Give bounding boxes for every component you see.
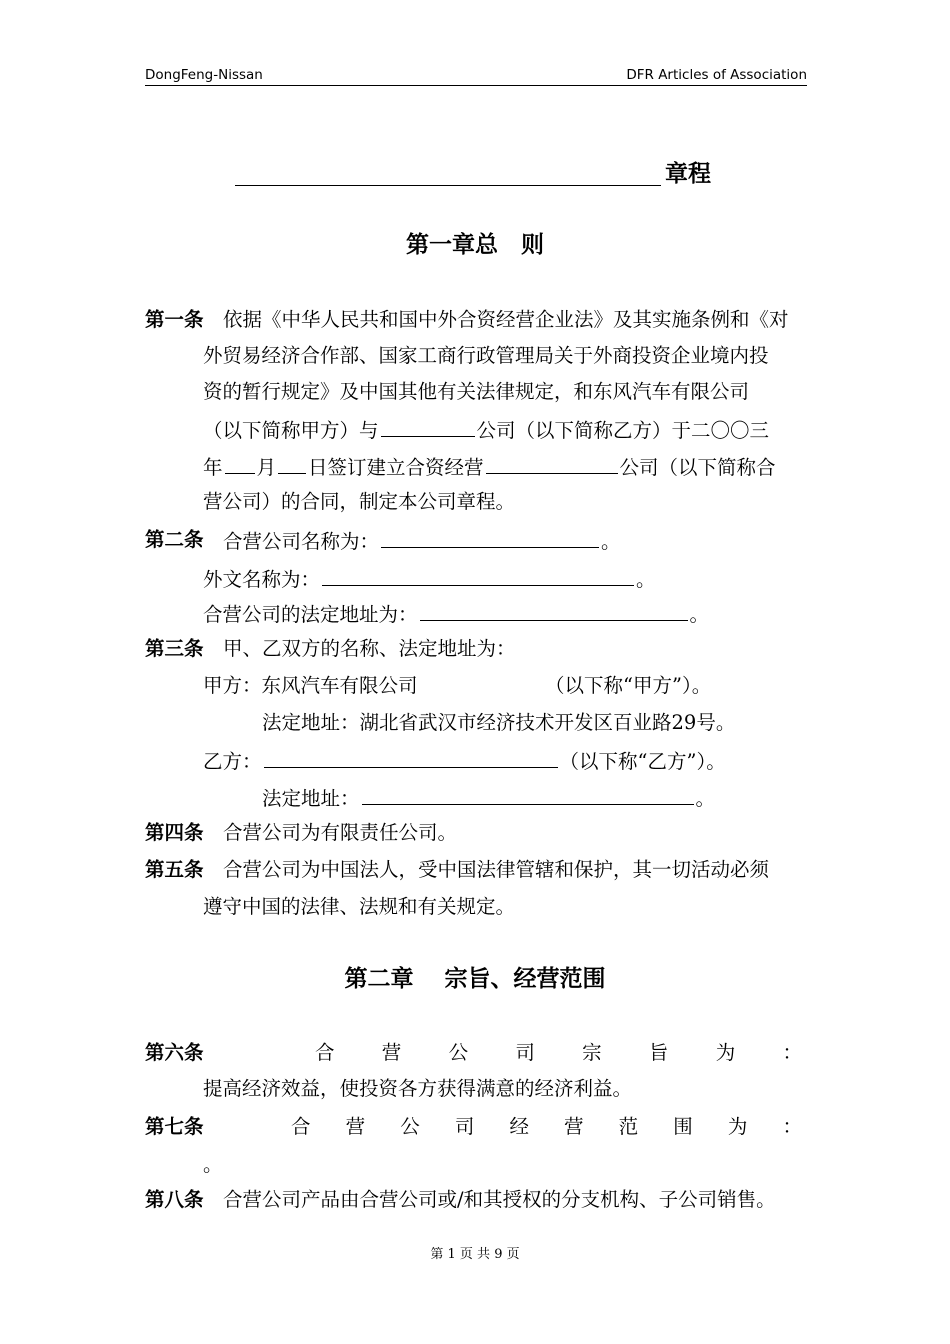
art6-char: 合	[315, 1041, 335, 1064]
art6-label: 第六条	[145, 1041, 204, 1064]
partyA-line: 甲方：东风汽车有限公司	[203, 674, 418, 697]
art5-line2: 遵守中国的法律、法规和有关规定。	[203, 895, 516, 918]
art7-line1	[291, 1114, 802, 1140]
page-header	[145, 66, 807, 86]
art1-label: 第一条	[145, 308, 204, 331]
art2-name-end: 。	[601, 530, 621, 553]
document-title	[235, 157, 715, 191]
day-blank	[278, 453, 306, 474]
title-blank-line	[235, 185, 661, 186]
art2-name-label: 合营公司名称为：	[223, 530, 380, 553]
art7-char: 公	[400, 1115, 420, 1138]
art6-char: 旨	[648, 1041, 669, 1064]
art7-char: 营	[564, 1115, 584, 1138]
art1-line5-c: 日签订建立合资经营	[308, 456, 484, 479]
art6-char: 宗	[582, 1041, 602, 1064]
art5-label: 第五条	[145, 858, 204, 881]
art7-line2: 。	[203, 1153, 223, 1176]
partyB-blank	[264, 747, 558, 768]
art1-line4	[203, 416, 769, 444]
title-word: 章程	[665, 160, 711, 187]
chapter-2-title: 第二章 宗旨、经营范围	[344, 965, 606, 992]
partyB-line	[203, 747, 726, 775]
header-right: DFR Articles of Association	[626, 67, 807, 83]
jv-name-blank	[486, 453, 618, 474]
partyB-name-blank	[381, 416, 475, 437]
art2-foreign-line	[203, 565, 656, 593]
art1-line4-b: 公司（以下简称乙方）于二〇〇三	[476, 419, 770, 442]
art4-text: 合营公司为有限责任公司。	[223, 821, 458, 844]
partyB-address-label: 法定地址：	[262, 787, 360, 810]
art1-line6: 营公司）的合同，制定本公司章程。	[203, 490, 516, 513]
art1-line3: 资的暂行规定》及中国其他有关法律规定，和东风汽车有限公司	[203, 380, 750, 403]
partyB-address-blank	[362, 784, 694, 805]
art1-line5-d: 公司（以下简称合	[619, 456, 776, 479]
partyB-label: 乙方：	[203, 750, 262, 773]
art8-text: 合营公司产品由合营公司或/和其授权的分支机构、子公司销售。	[223, 1188, 776, 1211]
art7-char: 为	[727, 1115, 748, 1138]
month-blank	[225, 453, 255, 474]
art2-address-label: 合营公司的法定地址为：	[203, 603, 418, 626]
art7-char: ：	[782, 1115, 802, 1138]
art2-address-end: 。	[689, 603, 710, 626]
art6-line1	[315, 1040, 802, 1066]
jv-name-field-blank	[381, 527, 599, 548]
art6-char: 司	[515, 1041, 535, 1064]
art7-char: 围	[673, 1115, 693, 1138]
foreign-name-blank	[322, 565, 634, 586]
partyA-note: （以下称“甲方”）。	[545, 674, 712, 697]
art6-char: ：	[782, 1041, 802, 1064]
art1-line5-a: 年	[203, 456, 223, 479]
art7-label: 第七条	[145, 1115, 204, 1138]
art2-address-line	[203, 600, 709, 628]
art6-line2: 提高经济效益，使投资各方获得满意的经济利益。	[203, 1077, 633, 1100]
partyA-address: 法定地址：湖北省武汉市经济技术开发区百业路29号。	[262, 711, 736, 734]
art7-char: 司	[454, 1115, 475, 1138]
page-footer: 第 1 页 共 9 页	[430, 1247, 520, 1262]
header-left: DongFeng-Nissan	[145, 67, 263, 83]
art2-foreign-end: 。	[636, 568, 656, 591]
art7-char: 范	[618, 1115, 639, 1138]
art7-char: 合	[291, 1115, 311, 1138]
art3-intro: 甲、乙双方的名称、法定地址为：	[223, 637, 516, 660]
art6-char: 公	[448, 1041, 469, 1064]
art1-line2: 外贸易经济合作部、国家工商行政管理局关于外商投资企业境内投	[203, 344, 769, 367]
art2-foreign-label: 外文名称为：	[203, 568, 321, 591]
art8-label: 第八条	[145, 1188, 204, 1211]
art7-char: 营	[345, 1115, 366, 1138]
art2-name-line	[223, 527, 621, 555]
art1-line1: 依据《中华人民共和国中外合资经营企业法》及其实施条例和《对	[223, 308, 789, 331]
art1-line5-b: 月	[256, 456, 277, 479]
art1-line5	[203, 453, 776, 481]
partyB-address-line	[262, 784, 715, 812]
partyB-address-end: 。	[695, 787, 716, 810]
art1-line4-a: （以下简称甲方）与	[203, 419, 379, 442]
chapter-1-title: 第一章总 则	[406, 231, 544, 258]
art6-char: 营	[381, 1041, 402, 1064]
art5-line1: 合营公司为中国法人，受中国法律管辖和保护，其一切活动必须	[223, 858, 770, 881]
art7-char: 经	[509, 1115, 529, 1138]
art4-label: 第四条	[145, 821, 204, 844]
partyB-note: （以下称“乙方”）。	[559, 750, 726, 773]
art6-char: 为	[715, 1041, 736, 1064]
jv-address-blank	[420, 600, 688, 621]
art2-label: 第二条	[145, 528, 204, 551]
art3-label: 第三条	[145, 637, 204, 660]
